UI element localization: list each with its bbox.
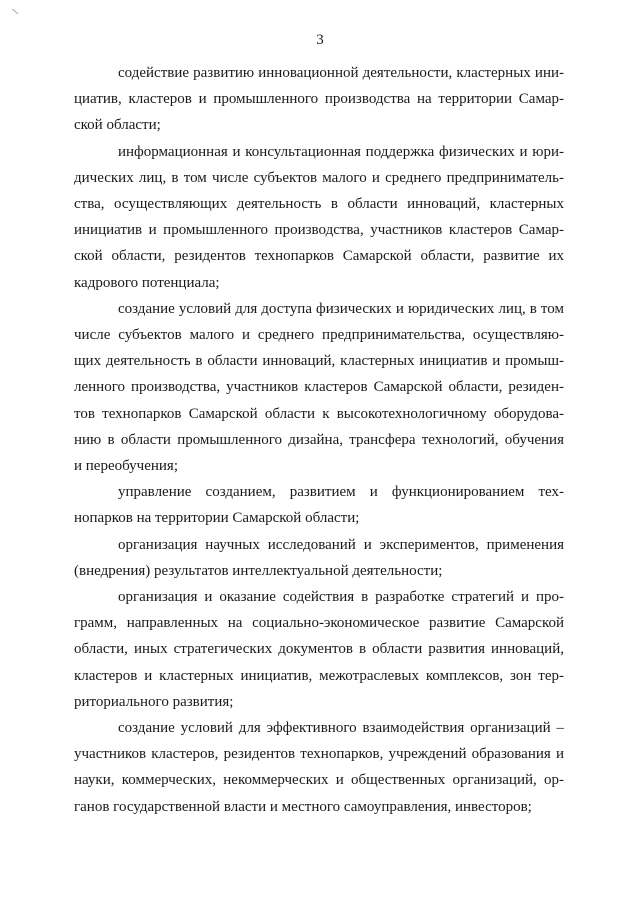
text-line: создание условий для доступа физических и юридических лиц, в том [118, 300, 564, 317]
paragraph [74, 139, 564, 296]
text-line: ской области; [74, 117, 161, 134]
text-line: организация научных исследований и экспериментов, применения [118, 536, 564, 553]
page-number: 3 [316, 32, 324, 48]
text-line: кластеров и кластерных инициатив, межотраслевых комплексов, зон тер- [74, 667, 564, 684]
corner-mark: \ [11, 6, 20, 18]
paragraph [74, 479, 564, 531]
text-line: ства, осуществляющих деятельность в области инноваций, кластерных [74, 196, 564, 213]
text-line: нию в области промышленного дизайна, трансфера технологий, обучения [74, 431, 564, 448]
text-line: области, иных стратегических документов в области развития инноваций, [74, 641, 564, 658]
text-line: информационная и консультационная поддержка физических и юри- [118, 143, 564, 160]
text-line: науки, коммерческих, некоммерческих и общественных организаций, ор- [74, 772, 564, 789]
text-line: организация и оказание содействия в разработке стратегий и про- [118, 589, 564, 606]
text-line: числе субъектов малого и среднего предпринимательства, осуществляю- [74, 327, 564, 344]
text-line: инициатив и промышленного производства, участников кластеров Самар- [74, 222, 564, 239]
text-line: ленного производства, участников кластеров Самарской области, резиден- [74, 379, 564, 396]
text-line: грамм, направленных на социально-экономическое развитие Самарской [74, 615, 564, 632]
paragraph [74, 296, 564, 479]
text-line: создание условий для эффективного взаимодействия организаций – [118, 720, 564, 737]
text-line: нопарков на территории Самарской области; [74, 510, 360, 527]
text-line: и переобучения; [74, 458, 179, 475]
text-line: дических лиц, в том числе субъектов малого и среднего предприниматель- [74, 169, 564, 186]
text-line: содействие развитию инновационной деятельности, кластерных ини- [118, 65, 564, 81]
text-line: (внедрения) результатов интеллектуальной деятельности; [74, 562, 443, 579]
paragraph [74, 715, 564, 820]
text-line: участников кластеров, резидентов технопарков, учреждений образования и [74, 746, 564, 763]
paragraph [74, 60, 564, 139]
document-body [74, 60, 564, 820]
text-line: тов технопарков Самарской области к высокотехнологичному оборудова- [74, 405, 564, 422]
text-line: щих деятельность в области инноваций, кластерных инициатив и промыш- [74, 353, 564, 370]
text-line: ганов государственной власти и местного самоуправления, инвесторов; [74, 798, 532, 815]
text-line: ской области, резидентов технопарков Самарской области, развитие их [74, 248, 564, 265]
paragraph [74, 532, 564, 584]
text-line: управление созданием, развитием и функционированием тех- [118, 484, 564, 501]
text-line: циатив, кластеров и промышленного производства на территории Самар- [74, 91, 564, 108]
paragraph [74, 584, 564, 715]
text-line: риториального развития; [74, 693, 234, 710]
text-line: кадрового потенциала; [74, 274, 220, 291]
